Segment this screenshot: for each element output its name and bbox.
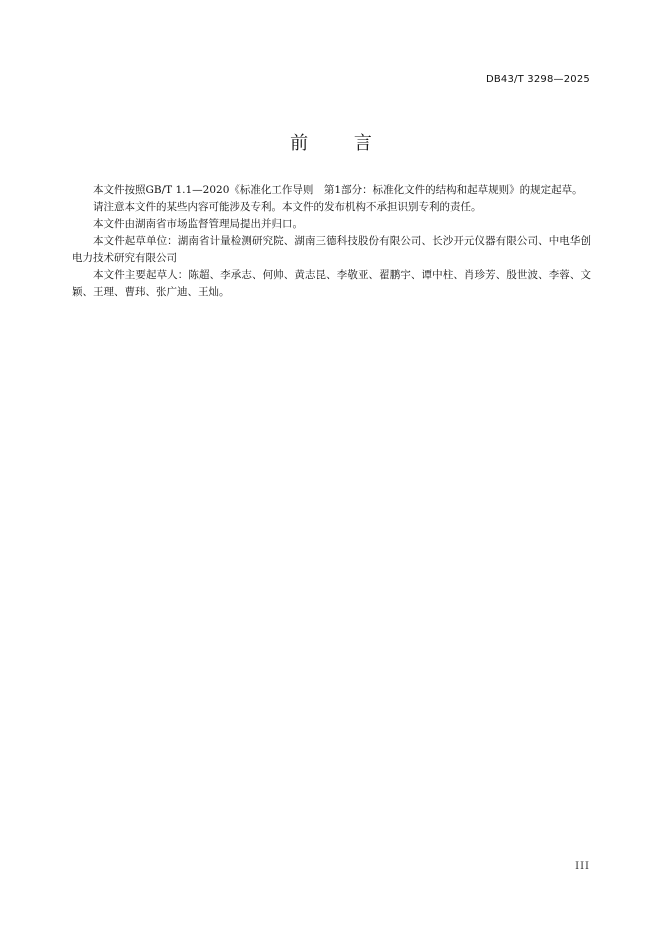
standard-code: DB43/T 3298—2025 [485,74,590,85]
paragraph-proposer: 本文件由湖南省市场监督管理局提出并归口。 [93,218,303,230]
page-number: III [575,861,590,872]
paragraph-drafting-rules: 本文件按照GB/T 1.1—2020《标准化工作导则 第1部分：标准化文件的结构和起草规则》的规定起草。 [93,184,583,196]
paragraph-drafters: 本文件主要起草人：陈超、李承志、何帅、黄志昆、李敬亚、翟鹏宇、谭中柱、肖珍芳、殷世波、李蓉、文颖、王理、曹玮、张广迪、王灿。 [72,269,591,298]
paragraph-drafting-units: 本文件起草单位：湖南省计量检测研究院、湖南三德科技股份有限公司、长沙开元仪器有限公司、中电华创电力技术研究有限公司 [72,235,591,264]
page-title: 前 言 [290,133,392,154]
paragraph-patent-notice: 请注意本文件的某些内容可能涉及专利。本文件的发布机构不承担识别专利的责任。 [93,201,482,213]
foreword-body [72,182,591,301]
